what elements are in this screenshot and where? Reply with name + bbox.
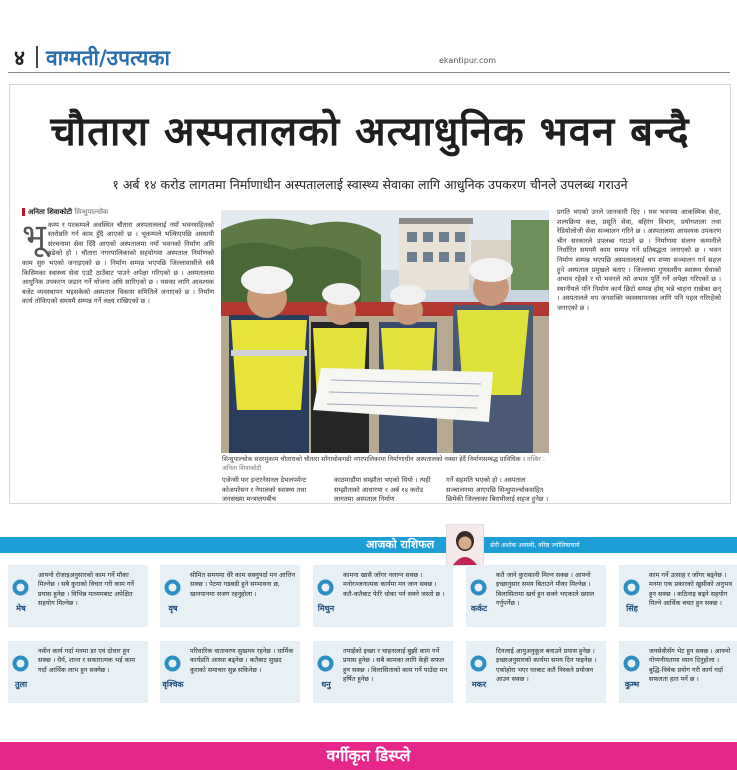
- horoscope-card: [313, 565, 453, 627]
- zodiac-forecast: कामना खासै जाँगर नलाग्न सक्छ । मनोरञ्जनात्मक कार्यमा मन जान सक्छ । कतै-कतैबाट फेरि धोका पर्न सक्ने जस्तो छ ।: [343, 571, 445, 598]
- horoscope-card: [466, 565, 606, 627]
- article-column-5: प्रगति भएको उनले जानकारी दिए । यस भवनमा आकस्मिक सेवा, शल्यक्रिया कक्ष, प्रसूति सेवा, बहिरंग विभाग, प्रयोगशाला तथा रेडियोलोजी सेवा सञ्चालन गरिने छ । अस्पतालमा आवश्यक उपकरण चीन सरकारले उपलब्ध गराउने छ । निर्माणमा संलग्न कम्पनीले निर्धारित समयमै काम सम्पन्न गर्ने प्रतिबद्धता जनाएको छ । भवन निर्माण सम्पन्न भएपछि अस्पताललाई थप शय्या सञ्चालन गर्न सहज हुने अस्पताल प्रमुखले बताए । जिल्लामा गुणस्तरीय स्वास्थ्य सेवाको अभाव रहेको र यो भवनले त्यो अभाव पूर्ति गर्ने अपेक्षा गरिएको छ । स्थानीयले पनि निर्माण कार्य छिटो सम्पन्न होस् भन्ने चाहना राखेका छन् । अस्पतालले थप जनशक्ति व्यवस्थापनका लागि पनि पहल गरिरहेको जनाएको छ ।: [557, 208, 721, 312]
- photo-caption-text: सिन्धुपाल्चोक सदरमुकाम चौताराको चौतारा साँगाचोकगढी नगरपालिकामा निर्माणाधीन अस्पतालको नक्सा हेर्दै निर्माणसम्बद्ध प्राविधिक ।: [222, 456, 525, 463]
- zodiac-icon: [470, 579, 487, 596]
- byline: [22, 208, 214, 218]
- zodiac-sign-name: धनु: [321, 680, 331, 689]
- zodiac-sign-name: मकर: [471, 680, 487, 689]
- zodiac-sign-name: मिथुन: [317, 604, 335, 613]
- page-number: ४: [14, 46, 25, 70]
- zodiac-sign-name: तुला: [14, 680, 28, 689]
- zodiac-icon: [164, 579, 181, 596]
- zodiac-forecast: जनसेवीसँग भेट हुन सक्छ । आफ्नो गोप्यनीयतामा ध्यान दिनुहोला । बुद्धि-विवेक प्रयोग गरी कार्य गर्दा सफलता हात पर्ने छ ।: [649, 647, 731, 683]
- horoscope-author: डोरी अशोक अवस्थी, वरिष्ठ ज्योतिषाचार्य: [490, 542, 580, 549]
- horoscope-card: [313, 641, 453, 703]
- article-photo: [221, 210, 549, 453]
- zodiac-sign-name: मेष: [16, 604, 26, 613]
- zodiac-forecast: तपाईंको इच्छा र चाहनालाई बुझी काम गर्ने प्रयास हुनेछ । सबै कामका लागि केही सफल हुन सक्छ । विलासिताको काम गर्ने पाउँदा मन हर्षित हुनेछ ।: [343, 647, 448, 683]
- zodiac-icon: [623, 655, 640, 672]
- zodiac-icon: [12, 579, 29, 596]
- header-divider: [36, 46, 38, 68]
- zodiac-icon: [164, 655, 181, 672]
- zodiac-forecast: दिनलाई आयुअनुकूल बनाउने प्रयास हुनेछ । इच्छाअनुसारको कार्यमा समय दिन पाइनेछ । एकोहोरा भएर घरबाट कतै निस्कने प्रयोजन आउन सक्छ ।: [496, 647, 597, 683]
- zodiac-sign-name: कुम्भ: [624, 680, 640, 689]
- zodiac-forecast: आफ्नो रोजाइअनुसारको काम गर्ने मौका मिल्नेछ । सबै कुराको विचार गरी काम गर्ने प्रयास हुनेछ । विभिन्न माध्यमबाट अपेक्षित सहयोग मिल्नेछ ।: [38, 571, 134, 607]
- zodiac-icon: [623, 579, 640, 596]
- horoscope-card: [160, 565, 300, 627]
- header-rule: [8, 72, 730, 73]
- classified-title: वर्गीकृत डिस्प्ले: [326, 746, 411, 765]
- zodiac-icon: [12, 655, 29, 672]
- website-url[interactable]: ekantipur.com: [439, 56, 497, 65]
- horoscope-card: [619, 641, 737, 703]
- article-column-3: काठमाडौंमा सम्झौता भएको थियो । त्यही सम्झौताको आधारमा १ अर्ब १४ करोड लागतमा अस्पताल निर्माण: [334, 476, 431, 504]
- zodiac-forecast: परिवारिक वातावरण सुखमय रहनेछ । धार्मिक कार्यप्रति आस्था बढ्नेछ । कतैबाट सुखद कुराको समाचार सुन्न सकिनेछ ।: [190, 647, 294, 674]
- photo-credit: तस्बिर : अनिता शिवाकोटी: [222, 456, 545, 472]
- horoscope-card: [619, 565, 737, 627]
- horoscope-title: आजको राशिफल: [366, 538, 435, 551]
- astrologer-photo: [446, 524, 484, 566]
- drop-cap: भू: [22, 216, 46, 257]
- zodiac-icon: [317, 579, 334, 596]
- zodiac-icon: [470, 655, 487, 672]
- zodiac-icon: [317, 655, 334, 672]
- byline-name: अनिता शिवाकोटी: [28, 208, 73, 216]
- horoscope-card: [8, 641, 148, 703]
- horoscope-card: [466, 641, 606, 703]
- section-title: वाग्मती/उपत्यका: [46, 46, 170, 70]
- zodiac-forecast: नवीन कार्य गर्दा मनमा डर एवं दोधार हुन सक्छ । धैर्य, शान्त र सकारात्मक भई काम गर्दा आर्थिक लाभ हुन सक्नेछ ।: [38, 647, 135, 674]
- byline-marker: [22, 208, 25, 216]
- zodiac-forecast: सीमित समयमा धेरै काम सक्नुपर्दा मन आत्तिन सक्छ । पेटमा गडबडी हुने सम्भावना छ, खानपानमा सजग रहनुहोला ।: [190, 571, 296, 598]
- article-headline: चौतारा अस्पतालको अत्याधुनिक भवन बन्दै: [50, 108, 690, 155]
- article-column-2: एजेन्सी फर इन्टरनेसनल डेभलपमेन्ट कोअपरेसन र नेपालको स्वास्थ्य तथा जनसंख्या मन्त्रालयबीच: [222, 476, 307, 504]
- horoscope-card: [8, 565, 148, 627]
- photo-caption: [222, 455, 548, 473]
- article-column-1: [22, 208, 214, 307]
- zodiac-forecast: काम गर्ने उत्साह र जाँगर बढ्नेछ । मनमा एक प्रकारको खुसीको अनुभव हुन सक्छ । कठिनाइ बढ्ने सहयोग मिल्ने आर्थिक बचत हुन सक्छ ।: [649, 571, 733, 607]
- zodiac-sign-name: सिंह: [626, 604, 638, 613]
- byline-location: सिन्धुपाल्चोक: [74, 208, 109, 216]
- article-column-4: गर्ने सहमति भएको हो । अस्पताल सञ्चालनमा आएपछि सिन्धुपाल्चोकसहित छिमेकी जिल्लाका बिरामीलाई सहज हुनेछ ।: [446, 476, 549, 504]
- article-body-1: कम्प र परकम्पले अवस्थित चौतारा अस्पताललाई नयाँ भवनसहितको स्तरोन्नति गर्न काम हुँदै आएको छ । भूकम्पले भत्किएपछि अस्थायी संरचनामा सेवा दिँदै आएको अस्पतालमा नयाँ भवनको निर्माण अघि बढेको हो । चौतारा नगरपालिकाको सहयोगमा अस्पताल निर्माणको काम सुरु भएको जनाइएको छ । निर्माण सम्पन्न भएपछि जिल्लावासीले सबै किसिमका स्वास्थ्य सेवा एउटै ठाउँबाट पाउने अपेक्षा गरिएको छ । अस्पतालमा आधुनिक उपकरण जडान गर्ने योजना अघि सारिएको छ । यसका लागि आवश्यक बजेट व्यवस्थापन भइसकेको अस्पताल विकास समितिले जनाएको छ । निर्माण कार्य तोकिएको समयमै सम्पन्न गर्ने लक्ष्य राखिएको छ ।: [22, 220, 214, 306]
- zodiac-sign-name: वृश्चिक: [162, 680, 184, 689]
- horoscope-card: [160, 641, 300, 703]
- zodiac-forecast: कतै जाने कुराकानी मिल्न सक्छ । आफ्नो इच्छानुसार समय बिताउने मौका मिल्नेछ । विलासितामा खर्च हुन सक्ने भएकाले ख्याल गर्नुपर्नेछ ।: [496, 571, 595, 607]
- zodiac-sign-name: वृष: [168, 604, 178, 613]
- article-subheadline: १ अर्ब १४ करोड लागतमा निर्माणाधीन अस्पताललाई स्वास्थ्य सेवाका लागि आधुनिक उपकरण चीनले उपलब्ध गराउने: [112, 177, 628, 192]
- zodiac-sign-name: कर्कट: [470, 604, 488, 613]
